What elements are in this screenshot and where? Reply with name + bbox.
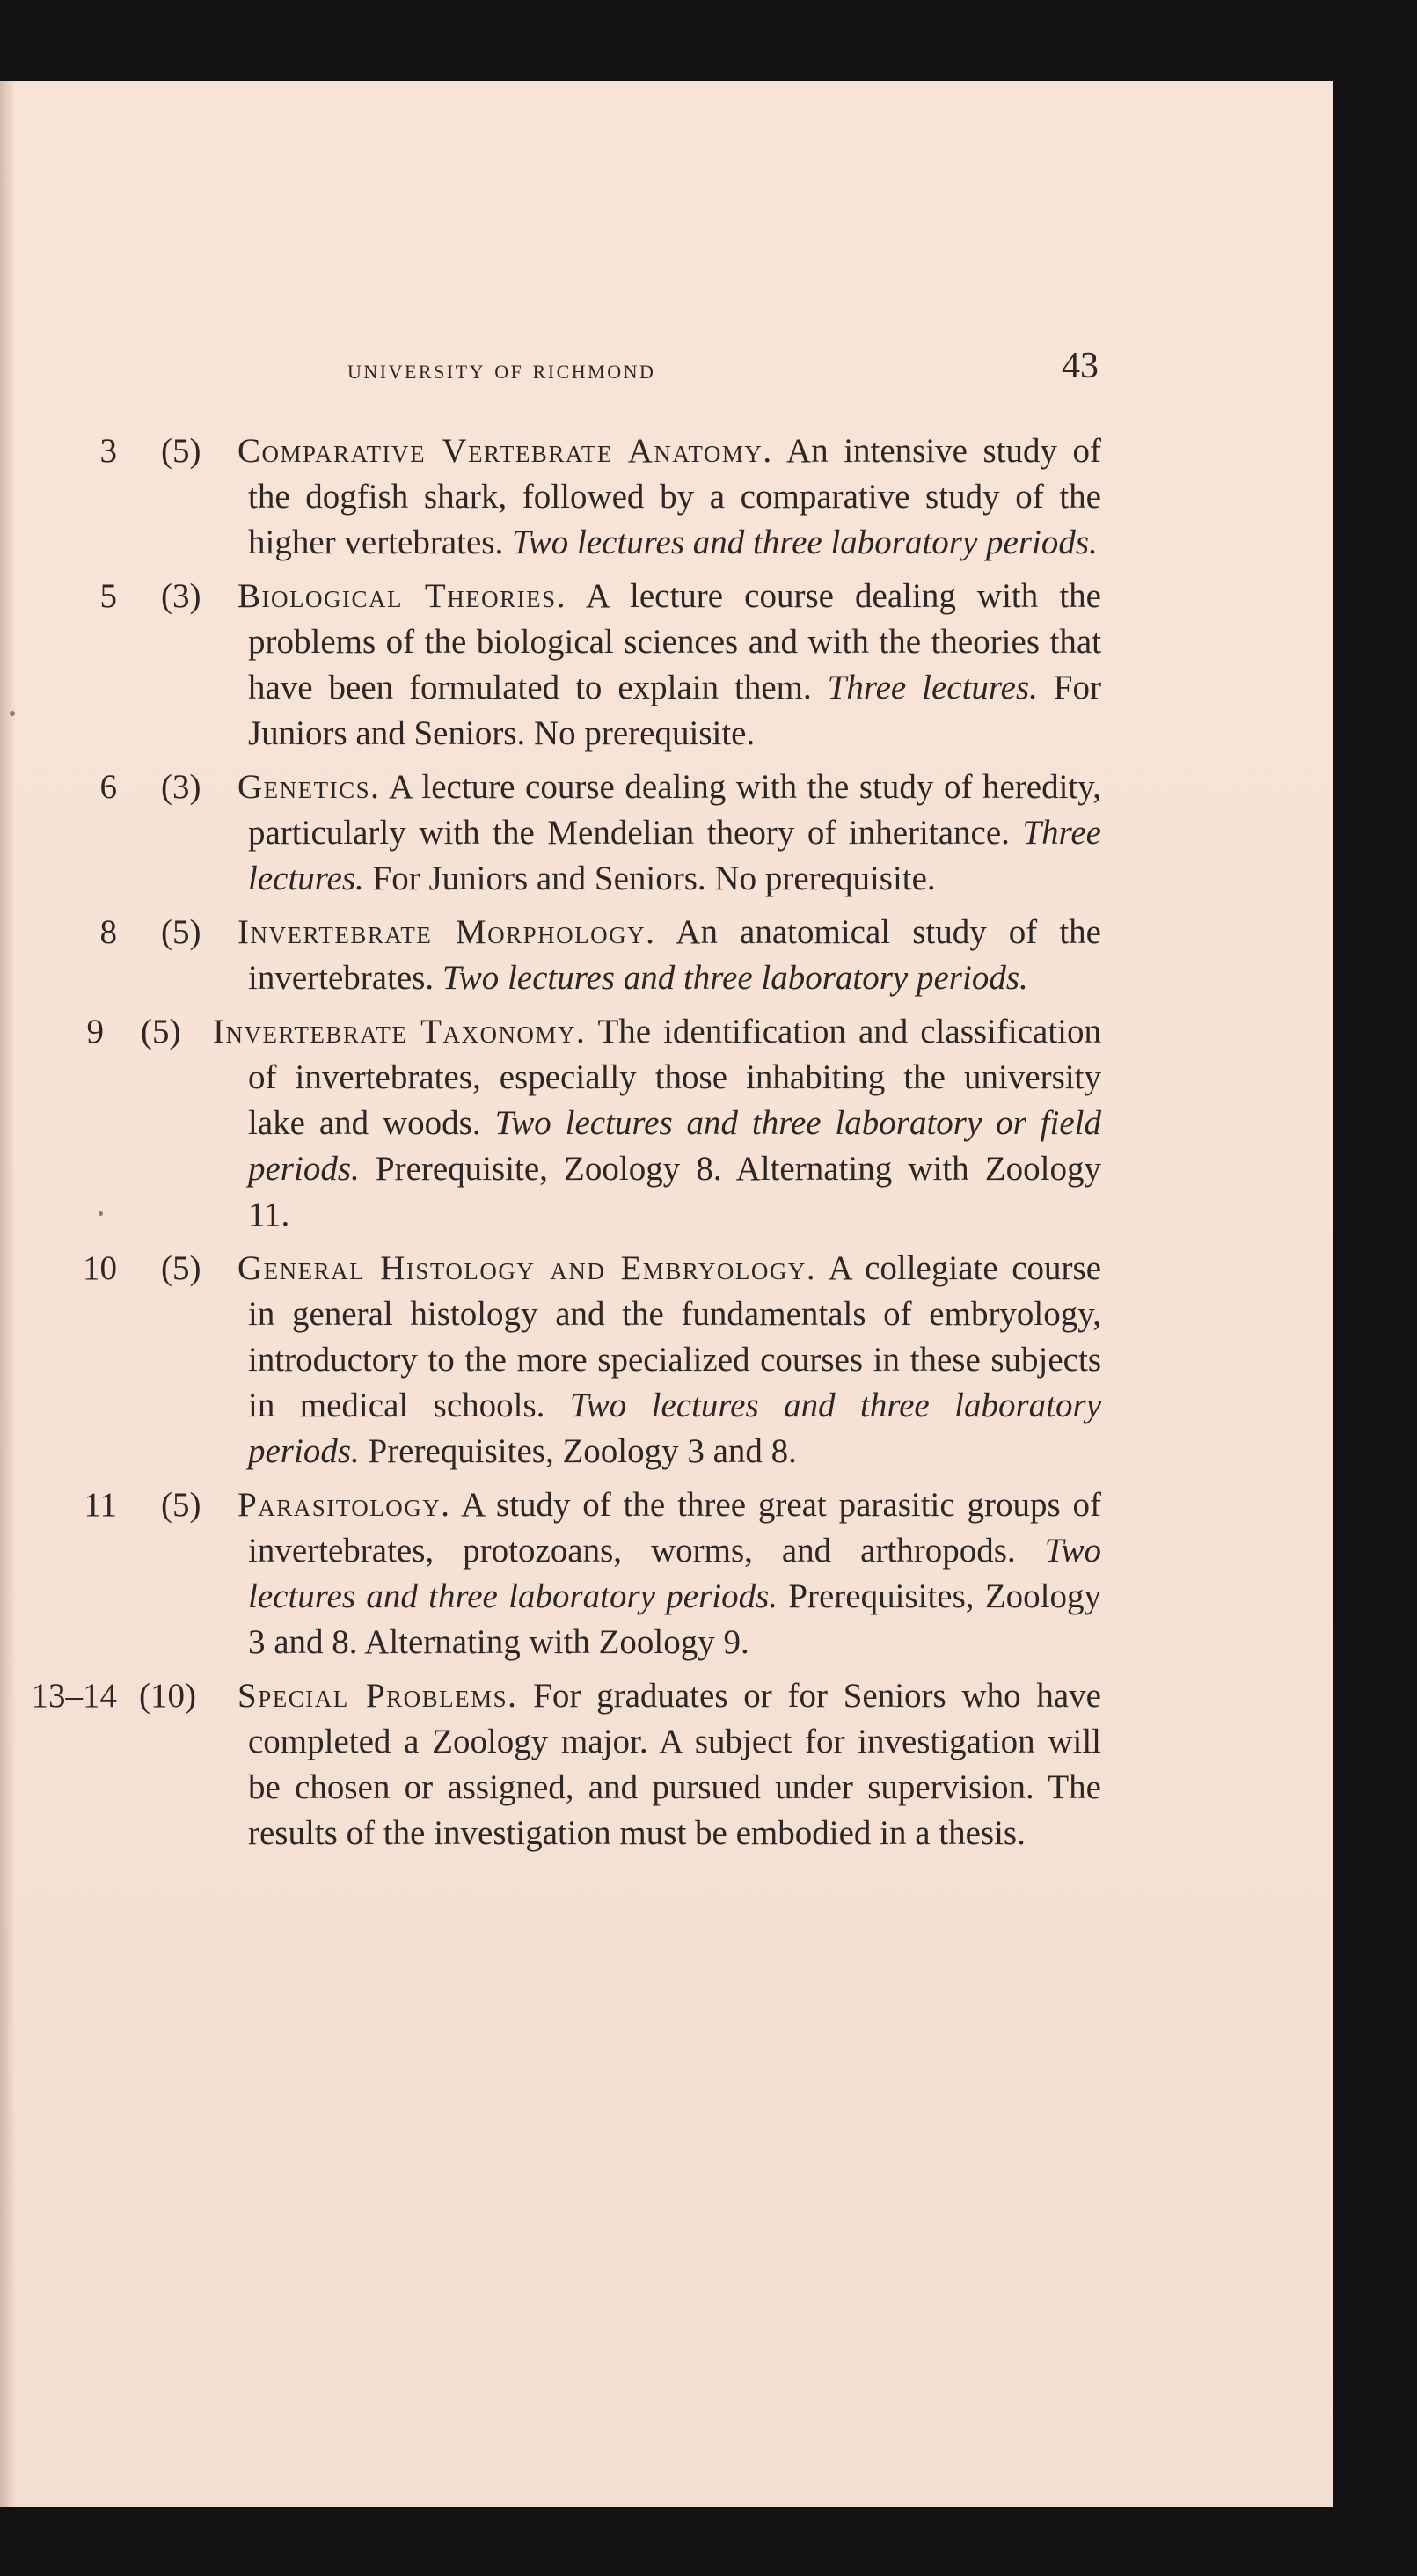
course-number: 8 [99, 913, 117, 951]
course-text: A study of the three great parasitic groups of invertebrates, protozoans, worms, and arthropods. [248, 1486, 1101, 1570]
course-title: General Histology and Embryology. [237, 1249, 817, 1287]
course-title: Parasitology. [237, 1486, 451, 1524]
course-notes: Prerequisite, Zoology 8. Alternating with Zoology 11. [248, 1150, 1101, 1233]
course-notes: Prerequisites, Zoology 3 and 8. [359, 1432, 797, 1470]
course-schedule: Two lectures and three laboratory periods. [248, 1532, 1101, 1615]
course-number: 11 [84, 1486, 117, 1524]
course-credits: (3) [161, 768, 201, 806]
course-credits: (5) [161, 1249, 201, 1287]
course-entry-6 [0, 765, 1333, 902]
course-notes: For Juniors and Seniors. No prerequisite. [248, 669, 1101, 752]
course-entry-3 [0, 428, 1333, 566]
course-credits: (3) [161, 577, 201, 615]
course-schedule: Two lectures and three laboratory periods. [442, 959, 1028, 997]
course-notes: For Juniors and Seniors. No prerequisite. [363, 860, 936, 897]
course-number: 3 [99, 432, 117, 470]
course-credits: (5) [161, 913, 201, 951]
course-title: Invertebrate Morphology. [237, 913, 656, 951]
course-entry-8 [0, 910, 1333, 1001]
course-title: Special Problems. [237, 1677, 518, 1715]
running-head: university of richmond [347, 354, 656, 384]
course-number: 6 [99, 768, 117, 806]
course-text: For graduates or for Seniors who have completed a Zoology major. A subject for investigation will be chosen or assigned, and pursued under supervision. The results of the investigation must be embodied in a thesis. [248, 1677, 1101, 1852]
course-number: 10 [83, 1249, 117, 1287]
course-text: A collegiate course in general histology and the fundamentals of embryology, introductory to the more specialized courses in these subjects in medical schools. [248, 1249, 1102, 1424]
course-title: Invertebrate Taxonomy. [213, 1013, 587, 1050]
course-text: A lecture course dealing with the study of heredity, particularly with the Mendelian theory of inheritance. [248, 768, 1101, 852]
course-title: Genetics. [237, 768, 381, 806]
course-entry-13-14 [0, 1673, 1333, 1856]
course-title: Biological Theories. [237, 577, 566, 615]
course-description [237, 910, 1101, 1001]
course-number: 13–14 [31, 1677, 117, 1715]
page-header [0, 345, 1333, 398]
course-schedule: Three lectures. [248, 814, 1101, 897]
course-description [237, 574, 1101, 757]
course-credits: (5) [161, 1486, 201, 1524]
course-text: A lecture course dealing with the problems of the biological sciences and with the theories that have been formulated to explain them. [248, 577, 1101, 706]
course-description [237, 765, 1101, 902]
course-credits: (5) [161, 432, 201, 470]
course-schedule: Two lectures and three laboratory or field periods. [248, 1104, 1101, 1188]
course-text: An anatomical study of the invertebrates. [248, 913, 1101, 997]
page-number: 43 [1062, 346, 1099, 386]
course-text: The identification and classification of invertebrates, especially those inhabiting the university lake and woods. [248, 1013, 1101, 1142]
course-entry-5 [0, 574, 1333, 757]
course-schedule: Two lectures and three laboratory periods. [511, 523, 1098, 561]
book-page [0, 81, 1333, 2507]
course-credits: (10) [139, 1677, 196, 1715]
course-number: 9 [86, 1013, 104, 1050]
course-title: Comparative Vertebrate Anatomy. [237, 432, 773, 470]
course-credits: (5) [141, 1013, 181, 1050]
course-description [237, 1673, 1101, 1856]
course-number: 5 [99, 577, 117, 615]
course-entry-10 [0, 1246, 1333, 1475]
course-schedule: Two lectures and three laboratory periods. [248, 1387, 1101, 1470]
course-entry-9 [0, 1009, 1333, 1238]
course-notes: Prerequisites, Zoology 3 and 8. Alternating with Zoology 9. [248, 1577, 1101, 1661]
course-schedule: Three lectures. [827, 669, 1038, 706]
course-description [237, 1482, 1101, 1665]
course-text: An intensive study of the dogfish shark, followed by a comparative study of the higher vertebrates. [248, 432, 1101, 561]
course-description [237, 428, 1101, 566]
course-description [213, 1009, 1101, 1238]
course-list [0, 428, 1333, 1864]
course-description [237, 1246, 1102, 1475]
course-entry-11 [0, 1482, 1333, 1665]
